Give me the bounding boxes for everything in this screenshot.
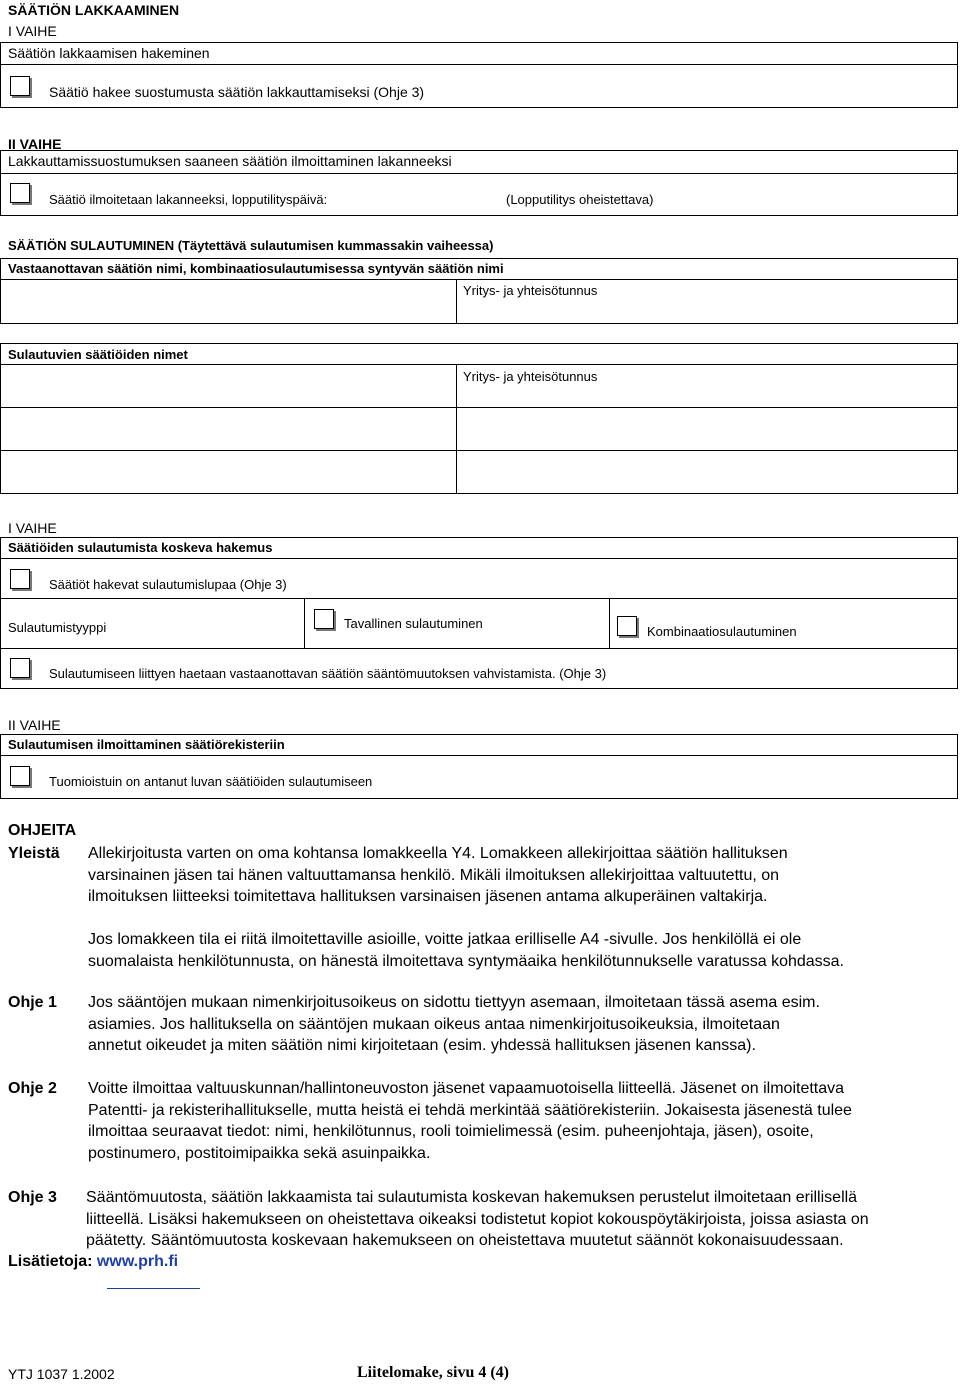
phase-label: I VAIHE: [8, 23, 57, 39]
checkbox-label: Säätiöt hakevat sulautumislupaa (Ohje 3): [49, 577, 287, 592]
receiving-business-id-field[interactable]: [458, 300, 956, 322]
instruction-text: Jos sääntöjen mukaan nimenkirjoitusoikeus on sidottu tiettyyn asemaan, ilmoitetaan tässä asema esim. asiamies. Jos hallituksella on sääntöjen mukaan oikeus antaa nimenkirjoitusoikeuksia, ilmoitetaan annetut oikeudet ja miten säätiön nimi kirjoitetaan (esim. yhdessä hallituksen jäsenen kanssa).: [88, 994, 820, 1054]
instruction-text: Sääntömuutosta, säätiön lakkaamista tai sulautumista koskevan hakemuksen perustelut ilmoitetaan erillisellä liitteellä. Lisäksi hakemukseen on oheistettava oikeaksi todistetut kopiot kokouspöytäkirjoista, joissa asiasta on päätetty. Sääntömuutosta koskevaan hakemukseen on oheistettava muutetut säännöt kokonaisuudessaan.: [86, 1189, 869, 1249]
field-label: Sulautumistyyppi: [8, 620, 107, 635]
note-text: (Lopputilitys oheistettava): [506, 192, 654, 207]
checkbox[interactable]: [10, 76, 30, 96]
checkbox-label: Sulautumiseen liittyen haetaan vastaanottavan säätiön sääntömuutoksen vahvistamista. (Ohje 3): [49, 666, 607, 681]
instruction-text: Jos lomakkeen tila ei riitä ilmoitettaville asioille, voitte jatkaa erilliselle A4 -sivulle. Jos henkilöllä ei ole suomalaista henkilötunnusta, on hänestä ilmoitettava syntymäaika henkilötunnukselle varatussa kohdassa.: [88, 931, 844, 970]
section-title-sulautuminen: SÄÄTIÖN SULAUTUMINEN (Täytettävä sulautumisen kummassakin vaiheessa): [8, 238, 494, 253]
checkbox[interactable]: [10, 569, 30, 589]
phase-label: I VAIHE: [8, 520, 57, 536]
phase-label: II VAIHE: [8, 717, 61, 733]
field-label: Yritys- ja yhteisötunnus: [463, 283, 598, 298]
more-info-label: Lisätietoja:: [8, 1253, 93, 1270]
checkbox-label: Tavallinen sulautuminen: [344, 616, 483, 631]
field-label: Yritys- ja yhteisötunnus: [463, 369, 598, 384]
form-code: YTJ 1037 1.2002: [8, 1366, 115, 1382]
checkbox-label: Kombinaatiosulautuminen: [647, 624, 797, 639]
link-underline: [107, 1288, 200, 1289]
phase-label: II VAIHE: [8, 136, 62, 152]
instruction-text: Voitte ilmoittaa valtuuskunnan/hallintoneuvoston jäsenet vapaamuotoisella liitteellä. Jäsenet on ilmoitettava Patentti- ja rekisterihallitukselle, mutta heistä ei tehdä merkintää säätiörekisteriin. Jokaisesta jäsenestä tulee ilmoittaa seuraavat tiedot: nimi, henkilötunnus, rooli toimielimessä (esim. puheenjohtaja, jäsen), osoite, postinumero, postitoimipaikka sekä asuinpaikka.: [88, 1080, 852, 1162]
merging-business-id-field[interactable]: [458, 451, 956, 492]
checkbox[interactable]: [10, 183, 30, 203]
field-label: Sulautuvien säätiöiden nimet: [8, 347, 188, 362]
phase-subtitle: Säätiön lakkaamisen hakeminen: [8, 45, 210, 61]
checkbox[interactable]: [617, 616, 637, 636]
receiving-name-field[interactable]: [2, 280, 454, 322]
merging-name-field[interactable]: [2, 408, 454, 449]
merging-name-field[interactable]: [2, 451, 454, 492]
more-info: [8, 1253, 178, 1271]
section-title-lakkaaminen: SÄÄTIÖN LAKKAAMINEN: [8, 2, 180, 18]
instruction-label: Ohje 2: [8, 1080, 57, 1097]
page-label: Liitelomake, sivu 4 (4): [357, 1364, 509, 1381]
merging-business-id-field[interactable]: [458, 408, 956, 449]
instructions-title: OHJEITA: [8, 822, 77, 839]
instruction-label: Ohje 1: [8, 994, 57, 1011]
instruction-label: Ohje 3: [8, 1189, 57, 1206]
checkbox-label: Tuomioistuin on antanut luvan säätiöiden sulautumiseen: [49, 774, 373, 789]
instruction-text: Allekirjoitusta varten on oma kohtansa lomakkeella Y4. Lomakkeen allekirjoittaa säätiön hallituksen varsinainen jäsen tai hänen valtuuttamansa henkilö. Mikäli ilmoituksen allekirjoittaa valtuutettu, on ilmoituksen liitteeksi toimitettava hallituksen varsinaisen jäsenen antama alkuperäinen valtakirja.: [88, 845, 788, 905]
checkbox-label: Säätiö ilmoitetaan lakanneeksi, lopputilityspäivä:: [49, 192, 328, 207]
checkbox-label: Säätiö hakee suostumusta säätiön lakkauttamiseksi (Ohje 3): [49, 84, 425, 100]
checkbox[interactable]: [10, 658, 30, 678]
prh-link[interactable]: www.prh.fi: [96, 1253, 179, 1270]
checkbox[interactable]: [10, 766, 30, 786]
phase-subtitle: Lakkauttamissuostumuksen saaneen säätiön ilmoittaminen lakanneeksi: [8, 153, 452, 169]
instruction-label: Yleistä: [8, 845, 60, 862]
checkbox[interactable]: [314, 609, 334, 629]
phase-subtitle: Säätiöiden sulautumista koskeva hakemus: [8, 540, 273, 555]
field-label: Vastaanottavan säätiön nimi, kombinaatiosulautumisessa syntyvän säätiön nimi: [8, 261, 504, 276]
phase-subtitle: Sulautumisen ilmoittaminen säätiörekisteriin: [8, 737, 285, 752]
